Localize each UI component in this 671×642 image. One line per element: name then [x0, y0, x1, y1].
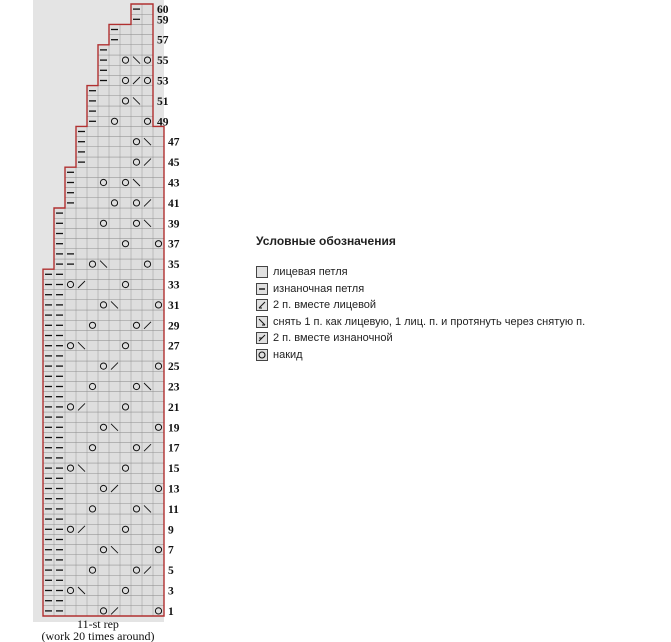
- legend-label: снять 1 п. как лицевую, 1 лиц. п. и протянуть через снятую п.: [273, 315, 586, 328]
- legend-item-p2tog: [256, 330, 656, 347]
- row-number-label: 19: [168, 422, 180, 435]
- chart-row: [65, 188, 164, 198]
- knitting-chart: [0, 0, 180, 642]
- p2tog-icon: [256, 332, 268, 344]
- row-number-label: 3: [168, 585, 174, 598]
- row-number-label: 9: [168, 524, 174, 537]
- repeat-label: 11-st rep: [77, 617, 119, 631]
- purl-stitch-icon: [256, 283, 268, 295]
- repeat-note-label: (work 20 times around): [41, 629, 155, 642]
- row-number-label: 49: [157, 116, 169, 129]
- row-number-label: 39: [168, 218, 180, 231]
- yarn-over-icon: [256, 349, 268, 361]
- row-number-label: 37: [168, 238, 180, 251]
- skp-icon: [256, 316, 268, 328]
- k2tog-icon: [256, 299, 268, 311]
- row-number-label: 17: [168, 442, 180, 455]
- row-number-label: 25: [168, 361, 180, 374]
- row-number-label: 55: [157, 55, 169, 68]
- row-number-label: 1: [168, 605, 174, 618]
- legend-label: изнаночная петля: [273, 282, 365, 295]
- knit-stitch-icon: [256, 266, 268, 278]
- legend-label: накид: [273, 348, 303, 361]
- legend: [256, 234, 656, 363]
- row-number-label: 29: [168, 320, 180, 333]
- row-number-label: 27: [168, 340, 180, 353]
- legend-label: 2 п. вместе лицевой: [273, 299, 377, 312]
- chart-row: [65, 167, 164, 177]
- row-number-label: 43: [168, 177, 180, 190]
- row-number-label: 21: [168, 401, 180, 414]
- legend-label: 2 п. вместе изнаночной: [273, 332, 393, 345]
- row-number-label: 5: [168, 565, 174, 578]
- legend-item-k2tog: [256, 297, 656, 314]
- chart-row: [65, 177, 164, 187]
- row-number-label: 53: [157, 75, 169, 88]
- row-number-label: 57: [157, 34, 169, 47]
- row-number-label: 23: [168, 381, 180, 394]
- row-number-label: 11: [168, 503, 179, 516]
- row-number-label: 31: [168, 299, 180, 312]
- row-number-label: 47: [168, 136, 180, 149]
- row-number-label: 41: [168, 197, 180, 210]
- row-number-label: 33: [168, 279, 180, 292]
- row-number-label: 59: [157, 14, 169, 27]
- row-number-label: 45: [168, 157, 180, 170]
- row-number-label: 60: [157, 4, 169, 17]
- row-number-label: 35: [168, 259, 180, 272]
- row-number-label: 7: [168, 544, 174, 557]
- legend-title: Условные обозначения: [256, 234, 396, 248]
- row-number-label: 13: [168, 483, 180, 496]
- legend-item-knit: [256, 264, 656, 281]
- row-number-label: 15: [168, 463, 180, 476]
- legend-item-purl: [256, 281, 656, 298]
- legend-item-skp: [256, 314, 656, 331]
- row-number-label: 51: [157, 95, 169, 108]
- legend-item-yo: [256, 347, 656, 364]
- legend-label: лицевая петля: [273, 266, 348, 279]
